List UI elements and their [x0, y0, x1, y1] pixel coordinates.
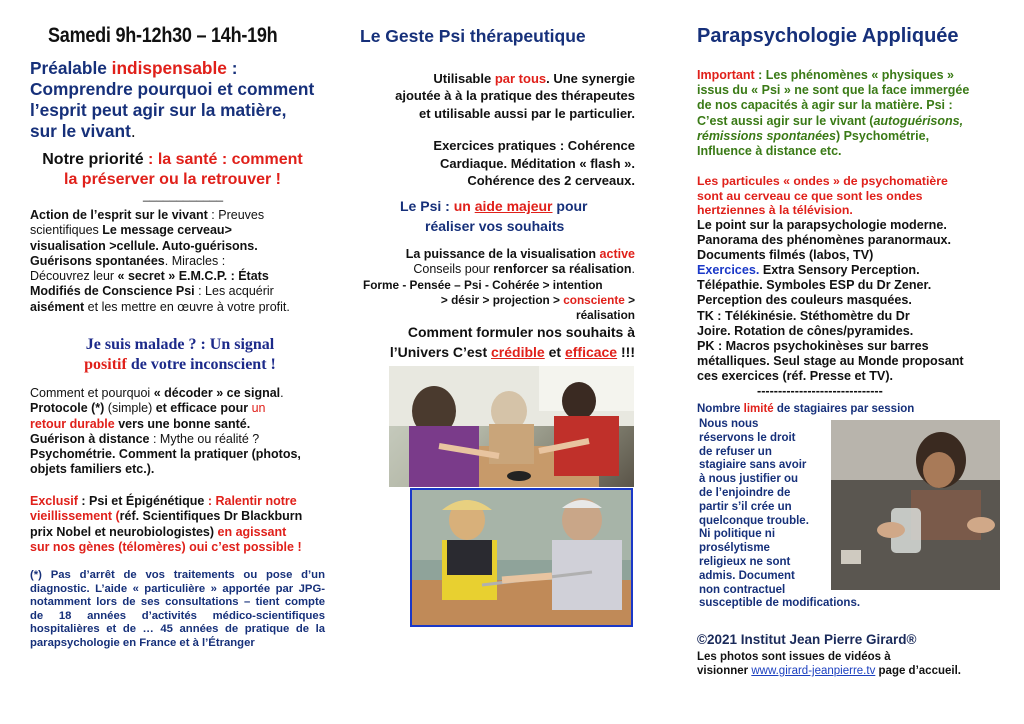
- decode-block: Comment et pourquoi « décoder » ce signal. Protocole (*) (simple) et efficace pour un retour durable vers une bonne santé. Guérison à distance : Mythe ou réalité ? Psychométrie. Comment la pratiquer (photos, objets familiers etc.).: [30, 386, 301, 477]
- particules-block: Les particules « ondes » de psychomatière sont au cerveau ce que sont les ondes hertziennes à la télévision.: [697, 174, 948, 217]
- malade-heading: Je suis malade ? : Un signal positif de votre inconscient !: [84, 336, 276, 373]
- important-block: Important : Les phénomènes « physiques » issus du « Psi » ne sont que la face immergée de nos capacités à agir sur la matière. Psi : C’est aussi agir sur le vivant (autoguérisons, rémissions spontanées) Psychométrie, Influence à distance etc.: [697, 68, 970, 159]
- website-link[interactable]: www.girard-jeanpierre.tv: [751, 665, 876, 677]
- programme-block: Le point sur la parapsychologie moderne. Panorama des phénomènes paranormaux. Documents filmés (labos, TV) Exercices. Extra Sensory Perception. Télépathie. Symboles ESP du Dr Zener. Perception des couleurs masquées. TK : Télékinésie. Stéthomètre du Dr Joire. Rotation de cônes/pyramides. PK : Macros psychokinèses sur barres métalliques. Seul stage au Monde proposant ces exercices (réf. Presse et TV). ------------------------------: [697, 218, 964, 399]
- utilisable-block: Utilisable par tous. Une synergie ajoutée à à la pratique des thérapeutes et utilisable aussi par le particulier.: [395, 71, 635, 121]
- psi-aide-block: Le Psi : un aide majeur pour réaliser vos souhaits: [400, 198, 588, 234]
- photos-source: Les photos sont issues de vidéos à visionner www.girard-jeanpierre.tv page d’accueil.: [697, 651, 961, 677]
- action-block: Action de l’esprit sur le vivant : Preuves scientifiques Le message cerveau> visualisation >cellule. Auto-guérisons. Guérisons spontanées. Miracles : Découvrez leur « secret » E.M.C.P. : États Modifiés de Conscience Psi : Les acquérir aisément et les mettre en œuvre à votre profit.: [30, 208, 290, 314]
- photo-3-illustration: [831, 420, 1000, 590]
- date-heading: Samedi 9h-12h30 – 14h-19h: [48, 24, 278, 47]
- photo-2-illustration: [412, 490, 631, 625]
- copyright: ©2021 Institut Jean Pierre Girard®: [697, 632, 917, 647]
- geste-psi-title: Le Geste Psi thérapeutique: [360, 26, 586, 46]
- separator-line: ____________: [143, 188, 224, 202]
- parapsychologie-title: Parapsychologie Appliquée: [697, 25, 959, 47]
- exclusive-block: Exclusif : Psi et Épigénétique : Ralentir notre vieillissement (réf. Scientifiques Dr Blackburn prix Nobel et neurobiologistes) en agissant sur nos gènes (télomères) oui c’est possible !: [30, 494, 303, 554]
- exercices-block: Exercices pratiques : Cohérence Cardiaque. Méditation « flash ». Cohérence des 2 cerveaux.: [433, 138, 635, 188]
- nombre-limite: Nombre limité de stagiaires par session: [697, 403, 915, 415]
- workshop-photo-1: [389, 366, 634, 487]
- formuler-block: Comment formuler nos souhaits à l’Univers C’est crédible et efficace !!!: [389, 324, 635, 360]
- footnote: (*) Pas d’arrêt de vos traitements ou pose d’un diagnostic. L’aide « particulière » apportée par JPG- notamment lors de ses consultations – tient compte de 18 années d’activités médico-scientifiques hospitalières et de … 45 années de pratique de la parapsychologie en France et à l’Étranger: [30, 569, 325, 649]
- workshop-photo-2: [410, 488, 633, 627]
- telekinesis-photo: [831, 420, 1000, 590]
- visualisation-block: La puissance de la visualisation active Conseils pour renforcer sa réalisation. Forme - Pensée – Psi - Cohérée > intention > désir > projection > consciente > réalisation: [363, 247, 635, 323]
- intro-block: Préalable indispensable : Comprendre pourquoi et comment l’esprit peut agir sur la matière, sur le vivant.: [30, 58, 315, 141]
- photo-1-illustration: [389, 366, 634, 487]
- conditions-side: Nous nous réservons le droit de refuser un stagiaire sans avoir à nous justifier ou de l’enjoindre de partir s’il crée un quelconque trouble. Ni politique ni prosélytisme religieux ne sont admis. Document non contractuel susceptible de modifications.: [699, 418, 861, 610]
- priority-block: Notre priorité : la santé : comment la préserver ou la retrouver !: [42, 151, 303, 188]
